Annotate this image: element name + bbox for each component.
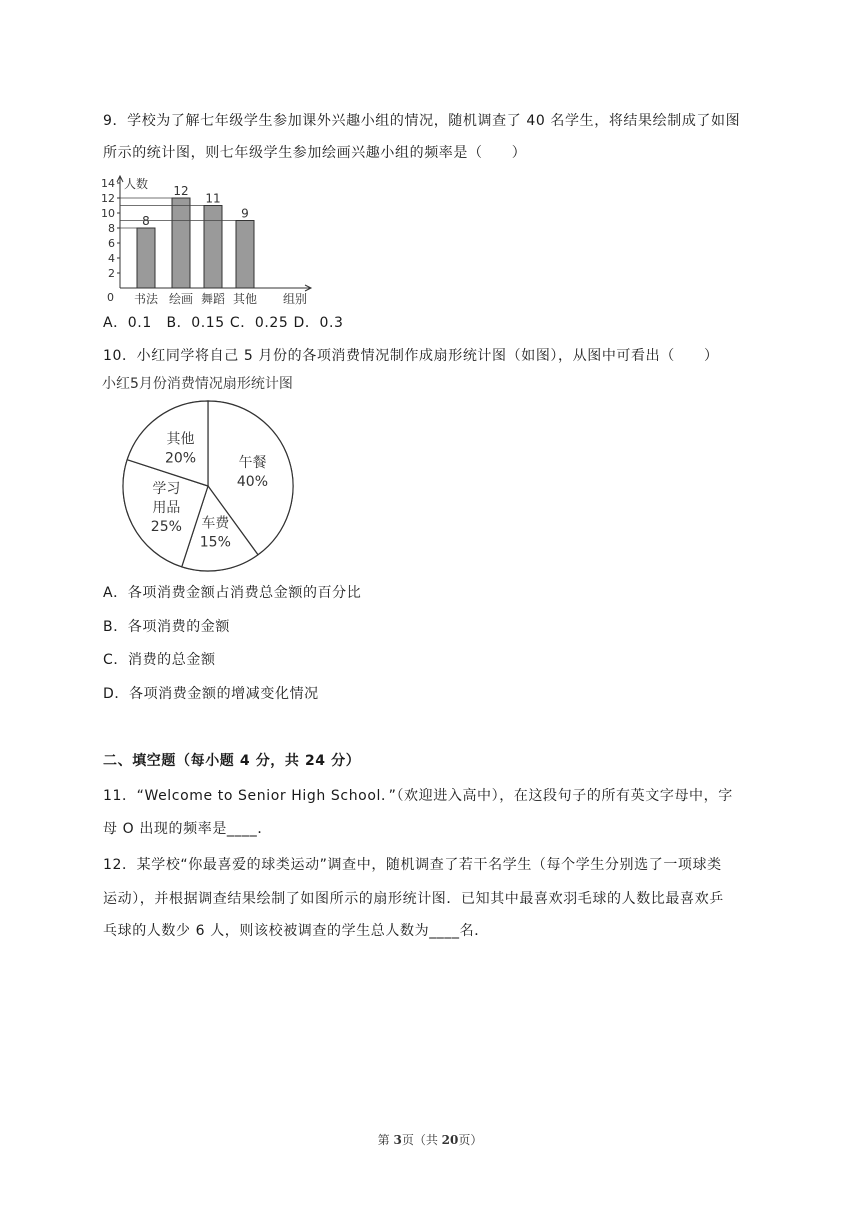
page-footer	[0, 1131, 860, 1148]
q11-line1: 11．“Welcome to Senior High School．”（欢迎进入高中），在这段句子的所有英文字母中，字	[103, 788, 733, 804]
x-tick-label: 其他	[232, 292, 258, 306]
y-tick-label: 10	[101, 207, 115, 220]
bar-value-label: 11	[205, 191, 221, 206]
y-tick-label: 2	[108, 267, 115, 280]
y-tick-label: 14	[101, 177, 115, 190]
pie-slice-percent: 15%	[199, 534, 231, 551]
bar	[204, 206, 222, 289]
footer-page-number: 3	[393, 1133, 402, 1147]
pie-slice-label: 学习	[152, 481, 181, 498]
bar-value-label: 8	[142, 214, 150, 228]
bar-chart-plot	[101, 176, 311, 306]
bar-chart	[100, 172, 320, 307]
q10-option-c: C．消费的总金额	[103, 652, 216, 668]
y-tick-label: 12	[101, 192, 115, 205]
q10-option-d: D．各项消费金额的增减变化情况	[103, 686, 319, 702]
pie-chart-plot	[123, 401, 293, 571]
q10-stem: 10．小红同学将自己 5 月份的各项消费情况制作成扇形统计图（如图），从图中可看出（ ）	[103, 348, 719, 364]
y-tick-label: 8	[108, 222, 115, 235]
x-tick-label: 绘画	[168, 292, 194, 306]
pie-slice-percent: 25%	[150, 519, 182, 536]
q10-option-a: A．各项消费金额占消费总金额的百分比	[103, 585, 362, 601]
footer-suffix: 页）	[458, 1133, 483, 1147]
bar	[236, 221, 254, 289]
section-title: 二、填空题（每小题 4 分，共 24 分）	[103, 753, 361, 769]
q12-line1: 12．某学校“你最喜爱的球类运动”调查中，随机调查了若干名学生（每个学生分别选了一项球类	[103, 857, 722, 873]
pie-chart	[100, 372, 310, 572]
q9-stem-line2: 所示的统计图，则七年级学生参加绘画兴趣小组的频率是（ ）	[103, 145, 527, 161]
q9-stem-line1: 9．学校为了解七年级学生参加课外兴趣小组的情况，随机调查了 40 名学生，将结果绘制成了如图	[103, 113, 741, 129]
x-tick-label: 舞蹈	[200, 292, 226, 306]
q10-option-b: B．各项消费的金额	[103, 619, 231, 635]
y-tick-label: 0	[107, 291, 114, 304]
footer-mid: 页（共	[401, 1133, 442, 1147]
bar	[172, 198, 190, 288]
pie-slice-label: 午餐	[238, 455, 267, 472]
footer-total-pages: 20	[441, 1133, 459, 1147]
bar-value-label: 9	[241, 206, 249, 221]
y-axis-title: 人数	[124, 177, 149, 191]
bar	[137, 228, 155, 288]
y-tick-label: 4	[108, 252, 115, 265]
x-axis-title: 组别	[282, 292, 308, 306]
x-tick-label: 书法	[133, 292, 159, 306]
pie-slice-label: 车费	[201, 515, 230, 532]
q12-line2: 运动），并根据调查结果绘制了如图所示的扇形统计图．已知其中最喜欢羽毛球的人数比最喜欢乒	[103, 891, 724, 907]
q9-options: A．0.1 B．0.15 C．0.25 D．0.3	[103, 315, 344, 331]
q11-line2: 母 O 出现的频率是____．	[103, 821, 272, 837]
q12-line3: 乓球的人数少 6 人，则该校被调查的学生总人数为____名．	[103, 923, 489, 939]
pie-slice-percent: 20%	[164, 450, 197, 467]
pie-slice-label: 其他	[166, 431, 195, 448]
pie-slice-label: 用品	[152, 500, 181, 517]
footer-prefix: 第	[377, 1133, 394, 1147]
pie-chart-title: 小红5月份消费情况扇形统计图	[102, 376, 293, 392]
pie-slice-percent: 40%	[236, 474, 269, 491]
bar-value-label: 12	[173, 184, 189, 198]
y-tick-label: 6	[108, 237, 115, 250]
